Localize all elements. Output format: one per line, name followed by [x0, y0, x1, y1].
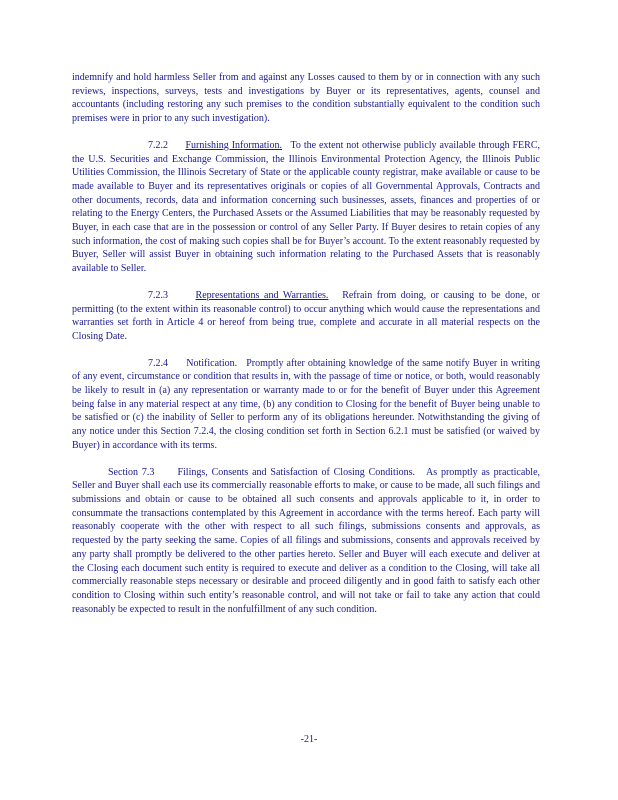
section-7-2-4: [72, 357, 540, 453]
section-number: 7.2.2: [148, 139, 168, 151]
section-number: 7.2.4: [148, 357, 168, 369]
section-number: 7.2.3: [148, 289, 168, 301]
section-text: Promptly after obtaining knowledge of the same notify Buyer in writing of any event, circumstance or condition that results in, with the passage of time or notice, or both, would reasonably be likely to result in (a) any representation or warranty made to or for the benefit of Buyer under this Agreement being false in any material respect at any time, (b) any condition to Closing for the benefit of Buyer being unable to be satisfied or (c) the inability of Seller to perform any of its obligations hereunder. Notwithstanding the giving of any notice under this Section 7.2.4, the closing condition set forth in Section 6.2.1 must be satisfied (or waived by Buyer) in accordance with its terms.: [72, 357, 540, 451]
section-text: To the extent not otherwise publicly available through FERC, the U.S. Securities and Exchange Commission, the Illinois Environmental Protection Agency, the Illinois Public Utilities Commission, the Illinois Secretary of State or the applicable county registrar, make available or cause to be made available to Buyer and its representatives originals or copies of all Governmental Approvals, Contracts and other documents, records, data and information concerning such businesses, assets, finances and properties of or relating to the Energy Centers, the Purchased Assets or the Assumed Liabilities that may be reasonably requested by Buyer, in each case that are in the possession or control of any Seller Party. If Buyer desires to retain copies of any such information, the cost of making such copies shall be for Buyer’s account. To the extent reasonably requested by Buyer, Seller will assist Buyer in obtaining such information relating to the Purchased Assets that is reasonably available to Seller.: [72, 139, 540, 275]
section-text: Refrain from doing, or causing to be done, or permitting (to the extent within its reasonable control) to occur anything which would cause the representations and warranties set forth in Article 4 or hereof from being true, complete and accurate in all material respects on the Closing Date.: [72, 289, 540, 342]
section-7-2-2: [72, 139, 540, 276]
section-7-2-3: [72, 289, 540, 344]
section-title: Furnishing Information.: [185, 139, 282, 151]
section-title: Notification.: [186, 357, 238, 369]
section-title: Filings, Consents and Satisfaction of Closing Conditions.: [177, 466, 415, 478]
section-text: As promptly as practicable, Seller and Buyer shall each use its commercially reasonable efforts to make, or cause to be made, all such filings and submissions and obtain or cause to be obtained all such consents and approvals applicable to it, in order to consummate the transactions contemplated by this Agreement in accordance with the terms hereof. Each party will reasonably cooperate with the other with respect to all such filings, submissions consents and approvals, as requested by the party seeking the same. Copies of all filings and submissions, consents and approvals received by any party shall promptly be delivered to the other parties hereto. Seller and Buyer will each execute and deliver at the Closing each document such entity is required to execute and deliver as a condition to the Closing, will take all commercially reasonable steps necessary or desirable and proceed diligently and in good faith to satisfy each other condition to Closing within such entity’s reasonable control, and will not take or fail to take any action that could reasonably be expected to result in the nonfulfillment of any such condition.: [72, 466, 541, 615]
paragraph-indemnify: indemnify and hold harmless Seller from and against any Losses caused to them by or in connection with any such reviews, inspections, surveys, tests and investigations by Buyer or its representatives, agents, counsel and accountants (including restoring any such premises to the condition substantially equivalent to the condition such premises were in prior to any such investigation).: [72, 72, 540, 125]
document-page: [72, 71, 540, 629]
section-title: Representations and Warranties.: [195, 289, 329, 301]
section-number: Section 7.3: [108, 466, 155, 478]
section-7-3: [72, 466, 540, 617]
page-number: -21-: [300, 734, 318, 745]
